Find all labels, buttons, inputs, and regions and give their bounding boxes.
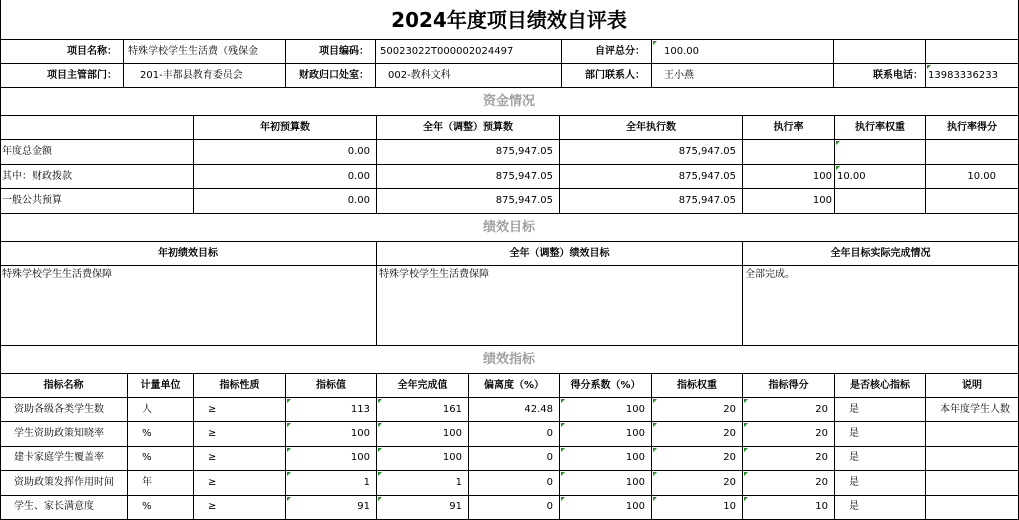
funds-header-executed: 全年执行数 xyxy=(560,116,743,140)
ind-cell-core[interactable]: 是 xyxy=(835,398,926,422)
goals-initial-value[interactable]: 特殊学校学生生活费保障 xyxy=(0,266,377,346)
ind-cell-score[interactable]: 20 xyxy=(743,398,835,422)
project-code-value[interactable]: 50023022T000002024497 xyxy=(376,40,562,64)
ind-cell-coef[interactable]: 100 xyxy=(560,398,652,422)
funds-row-rate[interactable] xyxy=(743,140,835,165)
ind-header-core: 是否核心指标 xyxy=(835,374,926,398)
ind-header-done: 全年完成值 xyxy=(377,374,469,398)
funds-header-score: 执行率得分 xyxy=(926,116,1019,140)
ind-cell-done[interactable]: 161 xyxy=(377,398,469,422)
funds-section-title: 资金情况 xyxy=(0,88,1019,116)
funds-header-blank xyxy=(0,116,194,140)
funds-row-name[interactable]: 一般公共预算 xyxy=(0,189,194,214)
ind-cell-name[interactable]: 资助政策发挥作用时间 xyxy=(0,471,128,495)
ind-cell-done[interactable]: 1 xyxy=(377,471,469,495)
ind-header-nature: 指标性质 xyxy=(194,374,286,398)
ind-cell-deviation[interactable]: 0 xyxy=(469,496,560,520)
funds-header-weight: 执行率权重 xyxy=(835,116,926,140)
funds-row-name[interactable]: 年度总金额 xyxy=(0,140,194,165)
funds-row-weight[interactable]: 10.00 xyxy=(835,165,926,189)
ind-cell-note[interactable] xyxy=(926,447,1019,471)
funds-header-rate: 执行率 xyxy=(743,116,835,140)
ind-cell-name[interactable]: 学生资助政策知晓率 xyxy=(0,422,128,446)
ind-cell-unit[interactable]: % xyxy=(128,447,194,471)
ind-cell-coef[interactable]: 100 xyxy=(560,471,652,495)
ind-cell-score[interactable]: 20 xyxy=(743,422,835,446)
funds-row-score[interactable] xyxy=(926,189,1019,214)
ind-cell-nature[interactable]: ≥ xyxy=(194,398,286,422)
dept-label: 项目主管部门： xyxy=(0,64,124,88)
ind-cell-note[interactable] xyxy=(926,496,1019,520)
funds-row-adjusted[interactable]: 875,947.05 xyxy=(377,165,560,189)
ind-cell-core[interactable]: 是 xyxy=(835,447,926,471)
ind-cell-weight[interactable]: 10 xyxy=(652,496,743,520)
ind-cell-deviation[interactable]: 0 xyxy=(469,471,560,495)
ind-cell-score[interactable]: 20 xyxy=(743,447,835,471)
ind-cell-deviation[interactable]: 0 xyxy=(469,447,560,471)
ind-cell-note[interactable] xyxy=(926,471,1019,495)
funds-row-rate[interactable]: 100 xyxy=(743,189,835,214)
funds-row-weight[interactable] xyxy=(835,140,926,165)
funds-row-initial[interactable]: 0.00 xyxy=(194,165,377,189)
ind-header-score: 指标得分 xyxy=(743,374,835,398)
project-code-label: 项目编码： xyxy=(286,40,376,64)
ind-cell-deviation[interactable]: 42.48 xyxy=(469,398,560,422)
ind-cell-value[interactable]: 1 xyxy=(286,471,377,495)
dept-value[interactable]: 201-丰都县教育委员会 xyxy=(124,64,286,88)
funds-row-executed[interactable]: 875,947.05 xyxy=(560,189,743,214)
ind-cell-done[interactable]: 100 xyxy=(377,447,469,471)
ind-header-name: 指标名称 xyxy=(0,374,128,398)
ind-cell-name[interactable]: 资助各级各类学生数 xyxy=(0,398,128,422)
ind-cell-core[interactable]: 是 xyxy=(835,471,926,495)
ind-cell-deviation[interactable]: 0 xyxy=(469,422,560,446)
empty-cell[interactable] xyxy=(926,40,1019,64)
ind-cell-nature[interactable]: ≥ xyxy=(194,496,286,520)
ind-cell-coef[interactable]: 100 xyxy=(560,447,652,471)
ind-cell-done[interactable]: 100 xyxy=(377,422,469,446)
funds-header-adjusted: 全年（调整）预算数 xyxy=(377,116,560,140)
funds-row-name[interactable]: 其中：财政拨款 xyxy=(0,165,194,189)
funds-row-adjusted[interactable]: 875,947.05 xyxy=(377,140,560,165)
self-score-label: 自评总分： xyxy=(562,40,652,64)
ind-cell-nature[interactable]: ≥ xyxy=(194,447,286,471)
ind-cell-unit[interactable]: % xyxy=(128,422,194,446)
goals-header-initial: 年初绩效目标 xyxy=(0,242,377,266)
empty-cell[interactable] xyxy=(834,40,926,64)
funds-row-executed[interactable]: 875,947.05 xyxy=(560,140,743,165)
goals-adjusted-value[interactable]: 特殊学校学生生活费保障 xyxy=(377,266,743,346)
ind-cell-coef[interactable]: 100 xyxy=(560,422,652,446)
ind-cell-unit[interactable]: 年 xyxy=(128,471,194,495)
ind-cell-note[interactable]: 本年度学生人数 xyxy=(926,398,1019,422)
phone-label: 联系电话： xyxy=(834,64,926,88)
funds-row-adjusted[interactable]: 875,947.05 xyxy=(377,189,560,214)
ind-cell-unit[interactable]: % xyxy=(128,496,194,520)
ind-cell-value[interactable]: 91 xyxy=(286,496,377,520)
funds-row-score[interactable]: 10.00 xyxy=(926,165,1019,189)
finance-value[interactable]: 002-教科文科 xyxy=(376,64,562,88)
phone-value[interactable]: 13983336233 xyxy=(926,64,1019,88)
ind-cell-name[interactable]: 建卡家庭学生覆盖率 xyxy=(0,447,128,471)
ind-cell-note[interactable] xyxy=(926,422,1019,446)
ind-cell-nature[interactable]: ≥ xyxy=(194,471,286,495)
ind-cell-score[interactable]: 20 xyxy=(743,471,835,495)
sheet-title: 2024年度项目绩效自评表 xyxy=(0,0,1019,40)
funds-row-executed[interactable]: 875,947.05 xyxy=(560,165,743,189)
ind-cell-coef[interactable]: 100 xyxy=(560,496,652,520)
indicators-section-title: 绩效指标 xyxy=(0,346,1019,374)
funds-header-initial: 年初预算数 xyxy=(194,116,377,140)
goals-header-actual: 全年目标实际完成情况 xyxy=(743,242,1019,266)
funds-row-score[interactable] xyxy=(926,140,1019,165)
ind-header-coef: 得分系数（%） xyxy=(560,374,652,398)
ind-header-weight: 指标权重 xyxy=(652,374,743,398)
contact-value[interactable]: 王小燕 xyxy=(652,64,834,88)
ind-cell-unit[interactable]: 人 xyxy=(128,398,194,422)
goals-header-adjusted: 全年（调整）绩效目标 xyxy=(377,242,743,266)
funds-row-initial[interactable]: 0.00 xyxy=(194,189,377,214)
ind-cell-weight[interactable]: 20 xyxy=(652,471,743,495)
ind-cell-value[interactable]: 100 xyxy=(286,447,377,471)
ind-cell-value[interactable]: 113 xyxy=(286,398,377,422)
funds-row-rate[interactable]: 100 xyxy=(743,165,835,189)
ind-cell-weight[interactable]: 20 xyxy=(652,422,743,446)
project-name-value[interactable]: 特殊学校学生生活费（残保金 xyxy=(124,40,286,64)
contact-label: 部门联系人： xyxy=(562,64,652,88)
project-name-label: 项目名称： xyxy=(0,40,124,64)
ind-cell-weight[interactable]: 20 xyxy=(652,398,743,422)
ind-cell-value[interactable]: 100 xyxy=(286,422,377,446)
goals-actual-value[interactable]: 全部完成。 xyxy=(743,266,1019,346)
ind-cell-score[interactable]: 10 xyxy=(743,496,835,520)
ind-header-unit: 计量单位 xyxy=(128,374,194,398)
ind-cell-core[interactable]: 是 xyxy=(835,496,926,520)
ind-cell-done[interactable]: 91 xyxy=(377,496,469,520)
finance-label: 财政归口处室： xyxy=(286,64,376,88)
ind-cell-name[interactable]: 学生、家长满意度 xyxy=(0,496,128,520)
ind-cell-core[interactable]: 是 xyxy=(835,422,926,446)
self-score-value[interactable]: 100.00 xyxy=(652,40,834,64)
goals-section-title: 绩效目标 xyxy=(0,214,1019,242)
ind-header-note: 说明 xyxy=(926,374,1019,398)
ind-header-value: 指标值 xyxy=(286,374,377,398)
funds-row-initial[interactable]: 0.00 xyxy=(194,140,377,165)
ind-cell-nature[interactable]: ≥ xyxy=(194,422,286,446)
ind-cell-weight[interactable]: 20 xyxy=(652,447,743,471)
ind-header-deviation: 偏离度（%） xyxy=(469,374,560,398)
funds-row-weight[interactable] xyxy=(835,189,926,214)
